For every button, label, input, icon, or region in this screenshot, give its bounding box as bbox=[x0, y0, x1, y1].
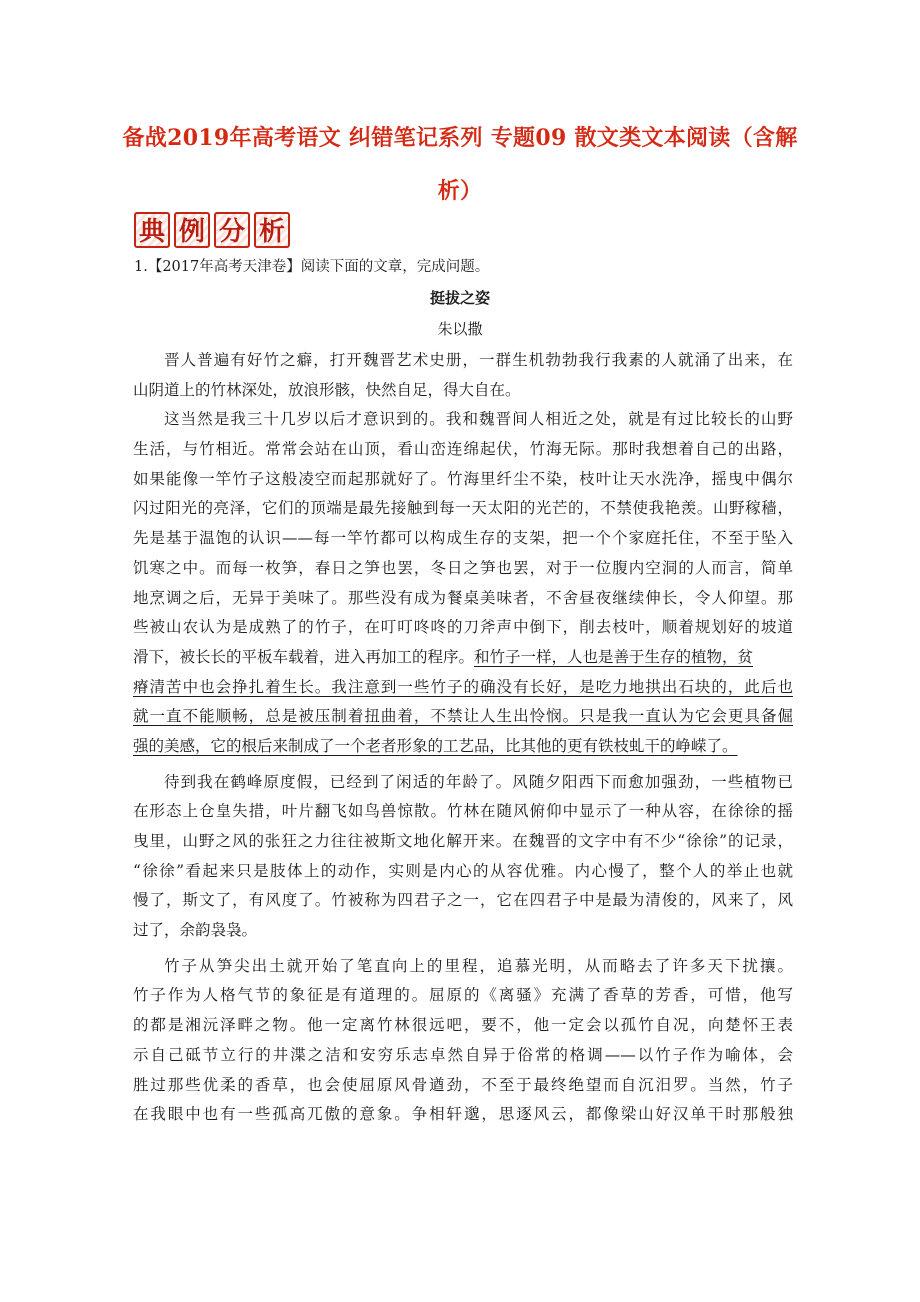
paragraph-line: 待到我在鹤峰原度假，已经到了闲适的年龄了。风随夕阳西下而愈加强劲，一些植物已 bbox=[164, 772, 793, 791]
paragraph-line: 地烹调之后，无异于美味了。那些没有成为餐桌美味者，不舍昼夜继续伸长，令人仰望。那 bbox=[133, 588, 793, 607]
paragraph-line: 示自己砥节立行的井渫之洁和安穷乐志卓然自异于俗常的格调——以竹子作为喻体，会 bbox=[133, 1045, 793, 1064]
paragraph-line: 饥寒之中。而每一枚笋，春日之笋也罢，冬日之笋也罢，对于一位腹内空洞的人而言，简单 bbox=[133, 558, 793, 577]
paragraph-line: 过了，余韵袅袅。 bbox=[133, 921, 258, 940]
paragraph-line: 山阴道上的竹林深处，放浪形骸，快然自足，得大自在。 bbox=[133, 380, 521, 399]
paragraph-line: 先是基于温饱的认识——每一竿竹都可以构成生存的支架，把一个个家庭托住，不至于坠入 bbox=[133, 529, 793, 548]
section-badge-typical-examples bbox=[134, 212, 290, 250]
paragraph-line: 竹子从笋尖出土就开始了笔直向上的里程，追慕光明，从而略去了许多天下扰攘。 bbox=[164, 956, 793, 975]
paragraph-line: “徐徐”看起来只是肢体上的动作，实则是内心的从容优雅。内心慢了，整个人的举止也就 bbox=[133, 861, 793, 880]
paragraph-line: 闪过阳光的亮泽，它们的顶端是最先接触到每一天太阳的光芒的，不禁使我艳羡。山野稼穑， bbox=[133, 499, 793, 518]
paragraph-line bbox=[133, 643, 793, 673]
badge-char: 典 bbox=[134, 212, 170, 248]
question-intro: 1.【2017年高考天津卷】阅读下面的文章，完成问题。 bbox=[134, 259, 490, 275]
paragraph-line: 慢了，斯文了，有风度了。竹被称为四君子之一，它在四君子中是最为清俊的，风来了，风 bbox=[133, 891, 793, 910]
badge-char: 分 bbox=[214, 212, 250, 248]
underlined-line: 就一直不能顺畅，总是被压制着扭曲着，不禁让人生出怜悯。只是我一直认为它会更具备倔 bbox=[133, 707, 793, 726]
paragraph-line: 晋人普遍有好竹之癖，打开魏晋艺术史册，一群生机勃勃我行我素的人就涌了出来，在 bbox=[164, 351, 793, 369]
paragraph-line: 胜过那些优柔的香草，也会使屈原风骨遒劲，不至于最终绝望而自沉汨罗。当然，竹子 bbox=[133, 1075, 793, 1094]
title-line-2: 析） bbox=[437, 178, 483, 204]
badge-char: 析 bbox=[254, 212, 290, 248]
paragraph-line: 生活，与竹相近。常常会站在山顶，看山峦连绵起伏，竹海无际。那时我想着自己的出路， bbox=[133, 440, 793, 459]
underlined-line: 瘠清苦中也会挣扎着生长。我注意到一些竹子的确没有长好，是吃力地拱出石块的，此后也 bbox=[133, 677, 793, 696]
badge-char: 例 bbox=[174, 212, 210, 248]
paragraph-line: 曳里，山野之风的张狂之力往往被斯文地化解开来。在魏晋的文字中有不少“徐徐”的记录， bbox=[133, 832, 793, 850]
paragraph-line: 如果能像一竿竹子这般凌空而起那就好了。竹海里纤尘不染，枝叶让天水洗净，摇曳中偶尔 bbox=[133, 469, 793, 488]
underlined-text: 和竹子一样，人也是善于生存的植物，贫 bbox=[474, 647, 754, 666]
article-author: 朱以撒 bbox=[437, 320, 483, 338]
paragraph-line: 些被山农认为是成熟了的竹子，在叮叮咚咚的刀斧声中倒下，削去枝叶，顺着规划好的坡道 bbox=[133, 618, 793, 637]
paragraph-line: 的都是湘沅泽畔之物。他一定离竹林很远吧，要不，他一定会以孤竹自况，向楚怀王表 bbox=[133, 1016, 793, 1035]
paragraph-line: 竹子作为人格气节的象征是有道理的。屈原的《离骚》充满了香草的芳香，可惜，他写 bbox=[133, 986, 793, 1005]
title-line-1: 备战2019年高考语文 纠错笔记系列 专题09 散文类文本阅读（含解 bbox=[122, 125, 798, 151]
paragraph-line: 在我眼中也有一些孤高兀傲的意象。争相轩邈，思逐风云，都像梁山好汉单干时那般独 bbox=[133, 1105, 793, 1124]
document-title bbox=[115, 112, 805, 218]
paragraph-line: 这当然是我三十几岁以后才意识到的。我和魏晋间人相近之处，就是有过比较长的山野 bbox=[164, 410, 793, 429]
article-body bbox=[133, 346, 793, 1130]
paragraph-line: 在形态上仓皇失措，叶片翻飞如鸟兽惊散。竹林在随风俯仰中显示了一种从容，在徐徐的摇 bbox=[133, 802, 793, 821]
underlined-line: 强的美感，它的根后来制成了一个老者形象的工艺品，比其他的更有铁枝虬干的峥嵘了。 bbox=[133, 736, 738, 755]
line-text: 滑下，被长长的平板车载着，进入再加工的程序。 bbox=[133, 647, 475, 666]
article-title: 挺拔之姿 bbox=[429, 289, 490, 307]
